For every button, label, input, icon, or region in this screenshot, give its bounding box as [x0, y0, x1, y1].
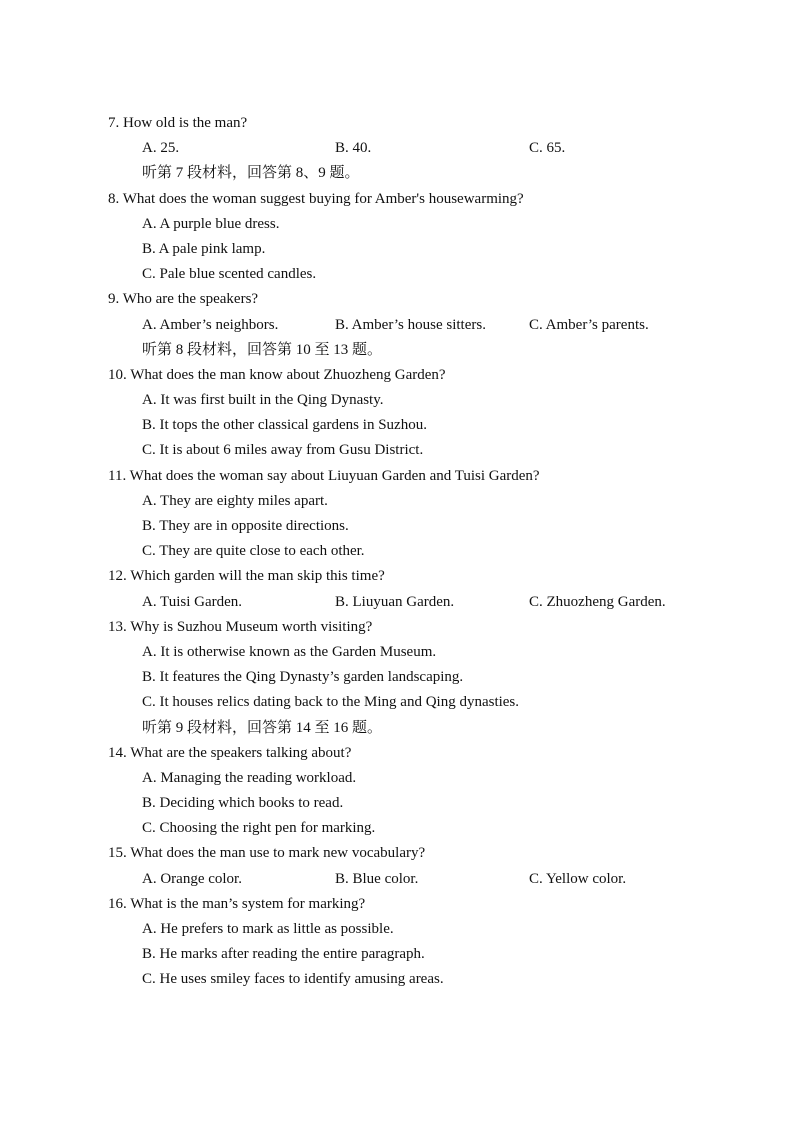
option-a: A. Amber’s neighbors.	[142, 316, 279, 333]
options-row-9	[0, 313, 794, 338]
option-c: C. Amber’s parents.	[529, 316, 649, 333]
exam-page	[0, 111, 794, 993]
question-7: 7. How old is the man?	[108, 115, 248, 131]
question-14: 14. What are the speakers talking about?	[108, 744, 352, 761]
question-12: 12. Which garden will the man skip this time?	[108, 568, 385, 585]
option-c: C. They are quite close to each other.	[142, 543, 365, 560]
option-c: C. He uses smiley faces to identify amusing areas.	[142, 971, 444, 988]
option-c: C. Zhuozheng Garden.	[529, 593, 666, 610]
section-instruction-8: 听第 8 段材料，回答第 10 至 13 题。	[142, 341, 383, 358]
option-b: B. Liuyuan Garden.	[335, 593, 455, 610]
option-b: B. Amber’s house sitters.	[335, 316, 486, 333]
question-8: 8. What does the woman suggest buying for Amber's housewarming?	[108, 190, 524, 207]
question-15: 15. What does the man use to mark new vocabulary?	[108, 845, 426, 862]
option-c: C. It houses relics dating back to the Ming and Qing dynasties.	[142, 694, 520, 711]
question-11: 11. What does the woman say about Liuyuan Garden and Tuisi Garden?	[108, 467, 540, 484]
option-c: C. Choosing the right pen for marking.	[142, 820, 376, 837]
option-a: A. A purple blue dress.	[142, 215, 280, 232]
option-a: A. He prefers to mark as little as possible.	[142, 921, 394, 937]
question-10: 10. What does the man know about Zhuozheng Garden?	[108, 366, 446, 383]
option-a: A. It was first built in the Qing Dynasty.	[142, 392, 384, 409]
section-instruction-9: 听第 9 段材料，回答第 14 至 16 题。	[142, 719, 383, 736]
option-a: A. Tuisi Garden.	[142, 593, 243, 610]
option-b: B. Blue color.	[335, 870, 419, 887]
options-row-15	[0, 867, 794, 892]
section-instruction-7: 听第 7 段材料，回答第 8、9 题。	[142, 165, 360, 182]
option-a: A. Orange color.	[142, 870, 242, 887]
option-c: C. It is about 6 miles away from Gusu District.	[142, 442, 424, 459]
option-b: B. A pale pink lamp.	[142, 240, 266, 257]
option-c: C. 65.	[529, 140, 566, 157]
option-b: B. Deciding which books to read.	[142, 795, 344, 812]
option-a: A. It is otherwise known as the Garden Museum.	[142, 643, 437, 660]
question-13: 13. Why is Suzhou Museum worth visiting?	[108, 618, 373, 635]
option-b: B. It features the Qing Dynasty’s garden landscaping.	[142, 669, 464, 686]
options-row-12	[0, 590, 794, 615]
options-row-7	[0, 136, 794, 161]
option-b: B. 40.	[335, 140, 372, 157]
option-b: B. They are in opposite directions.	[142, 518, 349, 534]
option-a: A. They are eighty miles apart.	[142, 492, 328, 509]
option-b: B. He marks after reading the entire paragraph.	[142, 946, 425, 963]
question-16: 16. What is the man’s system for marking?	[108, 895, 366, 912]
option-a: A. 25.	[142, 140, 180, 157]
option-c: C. Pale blue scented candles.	[142, 266, 317, 283]
question-9: 9. Who are the speakers?	[108, 291, 259, 308]
option-c: C. Yellow color.	[529, 870, 627, 887]
option-a: A. Managing the reading workload.	[142, 769, 357, 786]
option-b: B. It tops the other classical gardens in Suzhou.	[142, 417, 427, 434]
